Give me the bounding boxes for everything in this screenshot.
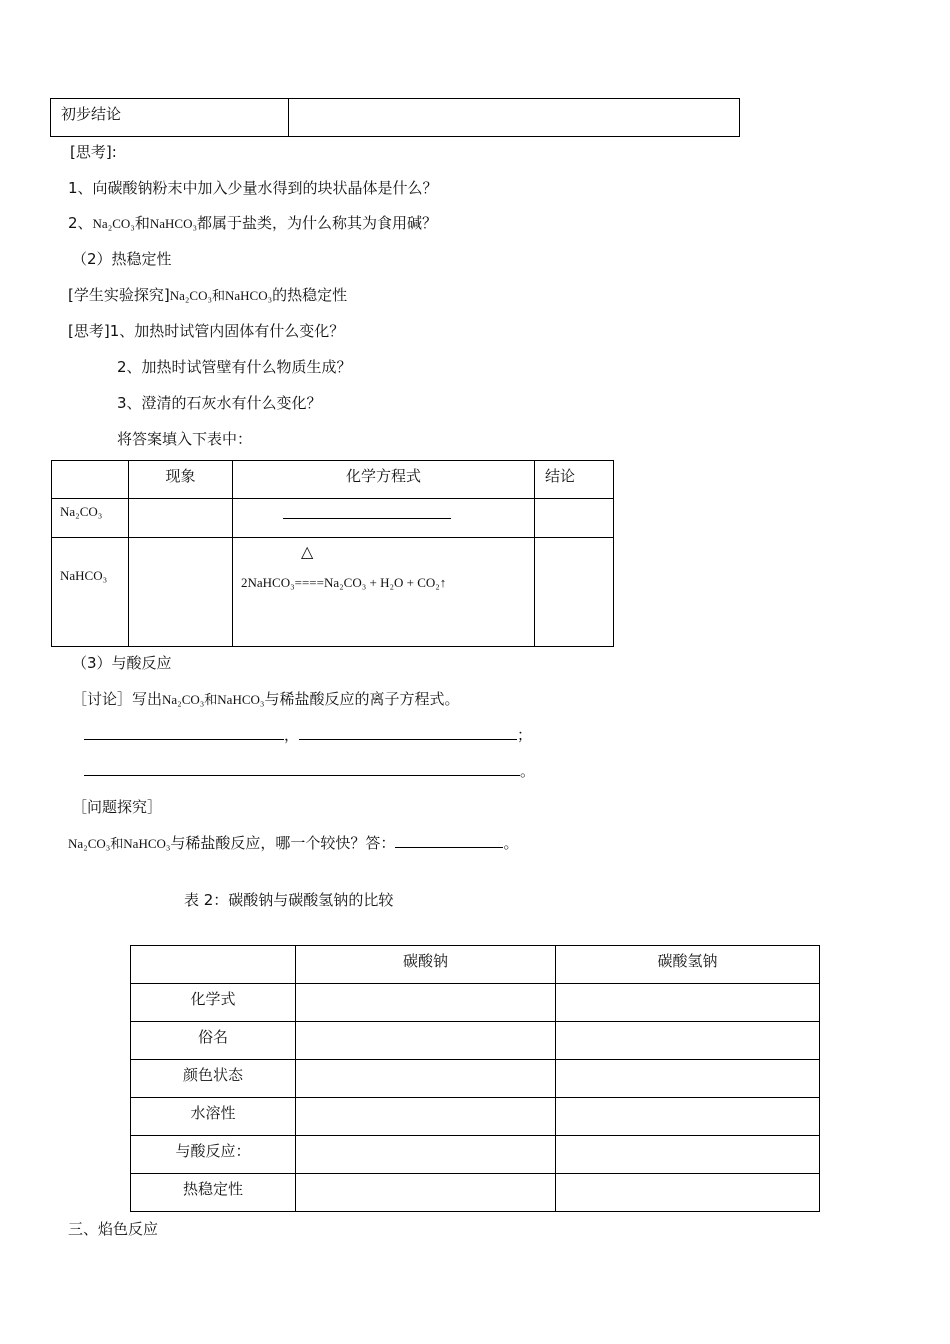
comparison-table — [130, 945, 820, 1212]
ionic-equation-blank-2[interactable] — [299, 725, 517, 740]
heat-header-phenomenon: 现象 — [129, 461, 233, 499]
compare-cell[interactable] — [556, 1022, 820, 1060]
problem-explore-question: Na₂CO₃和NaHCO₃与稀盐酸反应，哪一个较快？答： 。 — [68, 834, 519, 852]
compare-row-label: 与酸反应： — [131, 1136, 296, 1174]
ionic-equation-blank-3[interactable] — [84, 761, 520, 776]
compare-cell[interactable] — [296, 984, 556, 1022]
ionic-equation-blank-1[interactable] — [84, 725, 284, 740]
heat-stability-table — [51, 460, 614, 647]
compare-table-title: 表 2：碳酸钠与碳酸氢钠的比较 — [184, 891, 394, 909]
answer-blank[interactable] — [395, 833, 503, 848]
compare-row-label: 热稳定性 — [131, 1174, 296, 1212]
heat-row-na2co3-conclusion[interactable] — [535, 499, 614, 538]
section-acid-reaction-title: （3）与酸反应 — [72, 654, 172, 672]
compare-row-label: 化学式 — [131, 984, 296, 1022]
section-thermal-stability-title: （2）热稳定性 — [72, 250, 172, 268]
heat-row-nahco3-conclusion[interactable] — [535, 538, 614, 647]
compare-cell[interactable] — [556, 1060, 820, 1098]
conclusion-table — [50, 98, 740, 137]
compare-header-empty — [131, 946, 296, 984]
heat-header-empty — [52, 461, 129, 499]
problem-explore-title: ［问题探究］ — [72, 798, 163, 816]
question-1: 1、向碳酸钠粉末中加入少量水得到的块状晶体是什么？ — [68, 179, 438, 197]
compare-cell[interactable] — [296, 1022, 556, 1060]
compare-row-label: 颜色状态 — [131, 1060, 296, 1098]
compare-cell[interactable] — [556, 1136, 820, 1174]
heat-row-na2co3-label: Na₂CO₃ — [52, 499, 129, 538]
think-q2: 2、加热时试管壁有什么物质生成？ — [117, 358, 352, 376]
section-flame-reaction-title: 三、焰色反应 — [68, 1220, 159, 1238]
fill-hint: 将答案填入下表中： — [117, 430, 253, 448]
ionic-equation-line-1: ， ； — [84, 724, 532, 745]
conclusion-label: 初步结论 — [51, 99, 289, 137]
compare-cell[interactable] — [296, 1060, 556, 1098]
heat-header-equation: 化学方程式 — [233, 461, 535, 499]
equation-blank-line[interactable] — [283, 518, 451, 519]
compare-header-sodium-carbonate: 碳酸钠 — [296, 946, 556, 984]
conclusion-answer-cell[interactable] — [289, 99, 740, 137]
think-header: [思考]: — [70, 143, 117, 161]
heat-row-na2co3-phenomenon[interactable] — [129, 499, 233, 538]
compare-cell[interactable] — [296, 1136, 556, 1174]
compare-row-label: 水溶性 — [131, 1098, 296, 1136]
discussion-prompt: ［讨论］写出Na₂CO₃和NaHCO₃与稀盐酸反应的离子方程式。 — [72, 690, 460, 708]
compare-cell[interactable] — [556, 1098, 820, 1136]
heat-row-nahco3-label: NaHCO₃ — [52, 538, 129, 647]
compare-cell[interactable] — [556, 984, 820, 1022]
heat-row-nahco3-equation-cell — [233, 538, 535, 647]
compare-cell[interactable] — [296, 1174, 556, 1212]
heat-header-conclusion: 结论 — [535, 461, 614, 499]
heat-triangle-symbol: △ — [301, 542, 314, 561]
compare-header-sodium-bicarbonate: 碳酸氢钠 — [556, 946, 820, 984]
compare-cell[interactable] — [296, 1098, 556, 1136]
student-explore: [学生实验探究]Na₂CO₃和NaHCO₃的热稳定性 — [68, 286, 348, 304]
ionic-equation-line-2: 。 — [84, 760, 535, 781]
nahco3-decomposition-equation: 2NaHCO₃====Na₂CO₃ + H₂O + CO₂↑ — [241, 575, 447, 590]
think-q1: [思考]1、加热时试管内固体有什么变化？ — [68, 322, 345, 340]
heat-row-na2co3-equation[interactable] — [233, 499, 535, 538]
compare-cell[interactable] — [556, 1174, 820, 1212]
question-2: 2、Na₂CO₃和NaHCO₃都属于盐类，为什么称其为食用碱？ — [68, 214, 438, 232]
compare-row-label: 俗名 — [131, 1022, 296, 1060]
think-q3: 3、澄清的石灰水有什么变化？ — [117, 394, 322, 412]
heat-row-nahco3-phenomenon[interactable] — [129, 538, 233, 647]
